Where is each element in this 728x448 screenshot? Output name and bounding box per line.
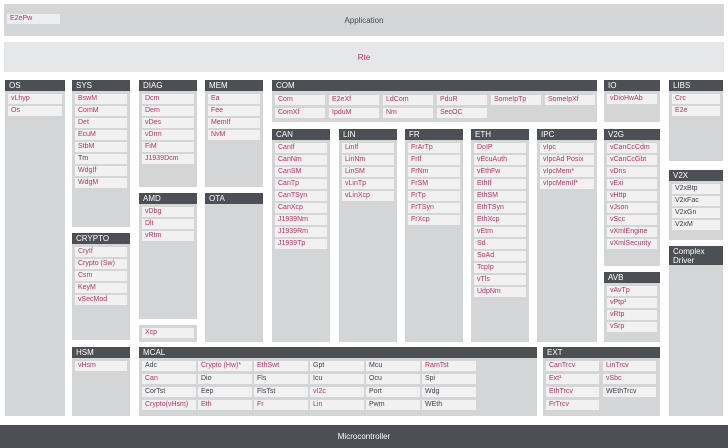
module-bswm[interactable]: BswM [75, 94, 127, 104]
module-vsbc[interactable]: vSbc [603, 374, 656, 384]
module-wdgm[interactable]: WdgM [75, 178, 127, 188]
module-flstst[interactable]: FlsTst [254, 387, 308, 397]
module-frnm[interactable]: FrNm [408, 167, 460, 177]
diag-items [142, 94, 194, 166]
module-doip[interactable]: DoIP [474, 143, 526, 153]
module-soad[interactable]: SoAd [474, 251, 526, 261]
v2x-items [672, 184, 720, 232]
module-ext[interactable]: Ext¹ [546, 374, 599, 384]
module-spi[interactable]: Spi [422, 374, 476, 384]
module-vdiohwab[interactable]: vDioHwAb [607, 94, 657, 104]
module-vi2c[interactable]: vI2c [310, 387, 364, 397]
v2x-module [669, 170, 723, 240]
crypto-items [75, 247, 127, 307]
module-e2exf[interactable]: E2eXf [329, 95, 379, 105]
lin-title: LIN [339, 129, 397, 140]
v2g-module [604, 129, 660, 266]
module-frartp[interactable]: FrArTp [408, 143, 460, 153]
module-tcpip[interactable]: TcpIp [474, 263, 526, 273]
module-cantp[interactable]: CanTp [275, 179, 327, 189]
module-vipc[interactable]: vIpc [540, 143, 594, 153]
os-items [8, 94, 62, 118]
module-crypto-hw[interactable]: Crypto (Hw)* [198, 361, 252, 371]
os-module [5, 80, 65, 416]
v2x-title: V2X [669, 170, 723, 181]
module-vipcmemif[interactable]: vIpcMemIf* [540, 179, 594, 189]
module-vxmlsecurity[interactable]: vXmlSecurity [607, 239, 657, 249]
module-ethxcp[interactable]: EthXcp [474, 215, 526, 225]
module-vsecmod[interactable]: vSecMod [75, 295, 127, 305]
module-vlinxcp[interactable]: vLinXcp [342, 191, 394, 201]
module-crypto-sw[interactable]: Crypto (Sw) [75, 259, 127, 269]
ipc-module [537, 129, 597, 342]
rte-label: Rte [357, 52, 371, 62]
module-vdrm[interactable]: vDrm [142, 130, 194, 140]
com-module [272, 80, 597, 122]
hsm-items [75, 361, 127, 373]
module-ethswt[interactable]: EthSwt [254, 361, 308, 371]
io-items [607, 94, 657, 106]
e2epw-module[interactable]: E2ePw [7, 14, 60, 24]
module-wdg[interactable]: Wdg [422, 387, 476, 397]
module-eth[interactable]: Eth [198, 400, 252, 410]
mem-module [205, 80, 263, 187]
module-vdes[interactable]: vDes [142, 118, 194, 128]
module-eep[interactable]: Eep [198, 387, 252, 397]
libs-title: LIBS [669, 80, 723, 91]
module-wdgif[interactable]: WdgIf [75, 166, 127, 176]
avb-items [607, 286, 657, 334]
module-ldcom[interactable]: LdCom [383, 95, 433, 105]
module-v2xbtp[interactable]: V2xBtp [672, 184, 720, 194]
module-vscc[interactable]: vScc [607, 215, 657, 225]
io-title: IO [604, 80, 660, 91]
hsm-module [72, 347, 130, 416]
module-canxcp[interactable]: CanXcp [275, 203, 327, 213]
module-vcancccdm[interactable]: vCanCcCdm [607, 143, 657, 153]
module-ecum[interactable]: EcuM [75, 130, 127, 140]
module-dlt[interactable]: Dlt [142, 219, 194, 229]
module-vptp[interactable]: vPtp¹ [607, 298, 657, 308]
module-ethif[interactable]: EthIf [474, 179, 526, 189]
module-vjson[interactable]: vJson [607, 203, 657, 213]
module-csm[interactable]: Csm [75, 271, 127, 281]
module-mcu[interactable]: Mcu [366, 361, 420, 371]
module-ea[interactable]: Ea [208, 94, 260, 104]
module-frif[interactable]: FrIf [408, 155, 460, 165]
module-vexi[interactable]: vExi [607, 179, 657, 189]
module-someipxf[interactable]: SomeIpXf [545, 95, 595, 105]
mcal-title: MCAL [139, 347, 537, 358]
module-linif[interactable]: LinIf [342, 143, 394, 153]
module-vdns[interactable]: vDns [607, 167, 657, 177]
eth-items [474, 143, 526, 299]
fr-items [408, 143, 460, 227]
module-com[interactable]: Com [275, 95, 325, 105]
module-dem[interactable]: Dem [142, 106, 194, 116]
module-vrtm[interactable]: vRtm [142, 231, 194, 241]
module-ramtst[interactable]: RamTst [422, 361, 476, 371]
module-cannm[interactable]: CanNm [275, 155, 327, 165]
module-vipcmem[interactable]: vIpcMem* [540, 167, 594, 177]
module-e2e[interactable]: E2e [672, 106, 720, 116]
crypto-module [72, 233, 130, 340]
module-linsm[interactable]: LinSM [342, 167, 394, 177]
module-ipdum[interactable]: IpduM [329, 108, 379, 118]
mcal-module [139, 347, 537, 416]
hsm-title: HSM [72, 347, 130, 358]
module-j1939tp[interactable]: J1939Tp [275, 239, 327, 249]
can-title: CAN [272, 129, 330, 140]
module-cansm[interactable]: CanSM [275, 167, 327, 177]
module-can[interactable]: Can [142, 374, 196, 384]
libs-items [672, 94, 720, 118]
amd-module [139, 193, 197, 319]
module-tm[interactable]: Tm [75, 154, 127, 164]
can-module [272, 129, 330, 342]
module-frtp[interactable]: FrTp [408, 191, 460, 201]
module-fee[interactable]: Fee [208, 106, 260, 116]
microcontroller-label: Microcontroller [337, 432, 391, 441]
module-vtls[interactable]: vTls [474, 275, 526, 285]
module-stbm[interactable]: StbM [75, 142, 127, 152]
module-cantsyn[interactable]: CanTSyn [275, 191, 327, 201]
lin-items [342, 143, 394, 203]
lin-module [339, 129, 397, 342]
module-dcm[interactable]: Dcm [142, 94, 194, 104]
v2g-title: V2G [604, 129, 660, 140]
v2g-items [607, 143, 657, 251]
module-someiptp[interactable]: SomeIpTp [491, 95, 541, 105]
module-canif[interactable]: CanIf [275, 143, 327, 153]
mem-title: MEM [205, 80, 263, 91]
os-title: OS [5, 80, 65, 91]
application-layer [4, 4, 724, 36]
module-crc[interactable]: Crc [672, 94, 720, 104]
ota-title: OTA [205, 193, 263, 204]
module-memif[interactable]: MemIf [208, 118, 260, 128]
module-vipcad-posix[interactable]: vIpcAd Posix [540, 155, 594, 165]
amd-title: AMD [139, 193, 197, 204]
module-v2xgn[interactable]: V2xGn [672, 208, 720, 218]
ipc-items [540, 143, 594, 191]
module-comm[interactable]: ComM [75, 106, 127, 116]
module-vdbg[interactable]: vDbg [142, 207, 194, 217]
module-vlhyp[interactable]: vLhyp [8, 94, 62, 104]
module-secoc[interactable]: SecOC [437, 108, 487, 118]
module-ocu[interactable]: Ocu [366, 374, 420, 384]
module-fim[interactable]: FiM [142, 142, 194, 152]
io-module [604, 80, 660, 122]
module-weth[interactable]: WEth [422, 400, 476, 410]
module-cortst[interactable]: CorTst [142, 387, 196, 397]
module-vcanccgbt[interactable]: vCanCcGbt [607, 155, 657, 165]
sys-module [72, 80, 130, 227]
module-linnm[interactable]: LinNm [342, 155, 394, 165]
libs-module [669, 80, 723, 161]
module-j1939dcm[interactable]: J1939Dcm [142, 154, 194, 164]
complex-driver-title: Complex Driver [669, 246, 723, 265]
module-v2xm[interactable]: V2xM [672, 220, 720, 230]
avb-title: AVB [604, 272, 660, 283]
diag-module [139, 80, 197, 187]
module-vlintp[interactable]: vLinTp [342, 179, 394, 189]
module-vrtp[interactable]: vRtp [607, 310, 657, 320]
module-adc[interactable]: Adc [142, 361, 196, 371]
module-port[interactable]: Port [366, 387, 420, 397]
module-wethtrcv[interactable]: WEthTrcv [603, 387, 656, 397]
fr-module [405, 129, 463, 342]
module-comxf[interactable]: ComXf [275, 108, 325, 118]
module-vxmlengine[interactable]: vXmlEngine [607, 227, 657, 237]
com-title: COM [272, 80, 597, 91]
module-det[interactable]: Det [75, 118, 127, 128]
module-ethtsyn[interactable]: EthTSyn [474, 203, 526, 213]
ota-module [205, 193, 263, 342]
module-gpt[interactable]: Gpt [310, 361, 364, 371]
avb-module [604, 272, 660, 342]
module-os[interactable]: Os [8, 106, 62, 116]
mem-items [208, 94, 260, 142]
module-ethsm[interactable]: EthSM [474, 191, 526, 201]
module-fr[interactable]: Fr [254, 400, 308, 410]
xcp-module [139, 325, 197, 342]
microcontroller-layer [0, 425, 728, 448]
fr-title: FR [405, 129, 463, 140]
application-label: Application [344, 15, 384, 25]
module-vsrp[interactable]: vSrp [607, 322, 657, 332]
complex-driver-module [669, 246, 723, 416]
eth-title: ETH [471, 129, 529, 140]
sys-title: SYS [72, 80, 130, 91]
module-vhsm[interactable]: vHsm [75, 361, 127, 371]
xcp-cell[interactable]: Xcp [142, 328, 194, 338]
module-j1939nm[interactable]: J1939Nm [275, 215, 327, 225]
module-frxcp[interactable]: FrXcp [408, 215, 460, 225]
module-ethtrcv[interactable]: EthTrcv [546, 387, 599, 397]
module-lintrcv[interactable]: LinTrcv [603, 361, 656, 371]
ext-module [543, 347, 660, 416]
module-cryif[interactable]: CryIf [75, 247, 127, 257]
module-sd[interactable]: Sd [474, 239, 526, 249]
module-cantrcv[interactable]: CanTrcv [546, 361, 599, 371]
module-v2xfac[interactable]: V2xFac [672, 196, 720, 206]
eth-module [471, 129, 529, 342]
module-udpnm[interactable]: UdpNm [474, 287, 526, 297]
module-keym[interactable]: KeyM [75, 283, 127, 293]
module-vecuauth[interactable]: vEcuAuth [474, 155, 526, 165]
module-crypto-vhsm[interactable]: Crypto(vHsm) [142, 400, 196, 410]
module-lin[interactable]: Lin [310, 400, 364, 410]
diag-title: DIAG [139, 80, 197, 91]
module-icu[interactable]: Icu [310, 374, 364, 384]
module-frsm[interactable]: FrSM [408, 179, 460, 189]
module-vetm[interactable]: vEtm [474, 227, 526, 237]
module-dio[interactable]: Dio [198, 374, 252, 384]
module-pdur[interactable]: PduR [437, 95, 487, 105]
module-vhttp[interactable]: vHttp [607, 191, 657, 201]
module-nm[interactable]: Nm [383, 108, 433, 118]
module-frtrcv[interactable]: FrTrcv [546, 400, 599, 410]
module-fls[interactable]: Fls [254, 374, 308, 384]
can-items [275, 143, 327, 251]
module-frtsyn[interactable]: FrTSyn [408, 203, 460, 213]
sys-items [75, 94, 127, 190]
module-vethfw[interactable]: vEthFw [474, 167, 526, 177]
module-pwm[interactable]: Pwm [366, 400, 420, 410]
ext-title: EXT [543, 347, 660, 358]
amd-items [142, 207, 194, 243]
module-j1939rm[interactable]: J1939Rm [275, 227, 327, 237]
rte-layer [4, 42, 724, 72]
module-vavtp[interactable]: vAvTp [607, 286, 657, 296]
ipc-title: IPC [537, 129, 597, 140]
module-nvm[interactable]: NvM [208, 130, 260, 140]
crypto-title: CRYPTO [72, 233, 130, 244]
